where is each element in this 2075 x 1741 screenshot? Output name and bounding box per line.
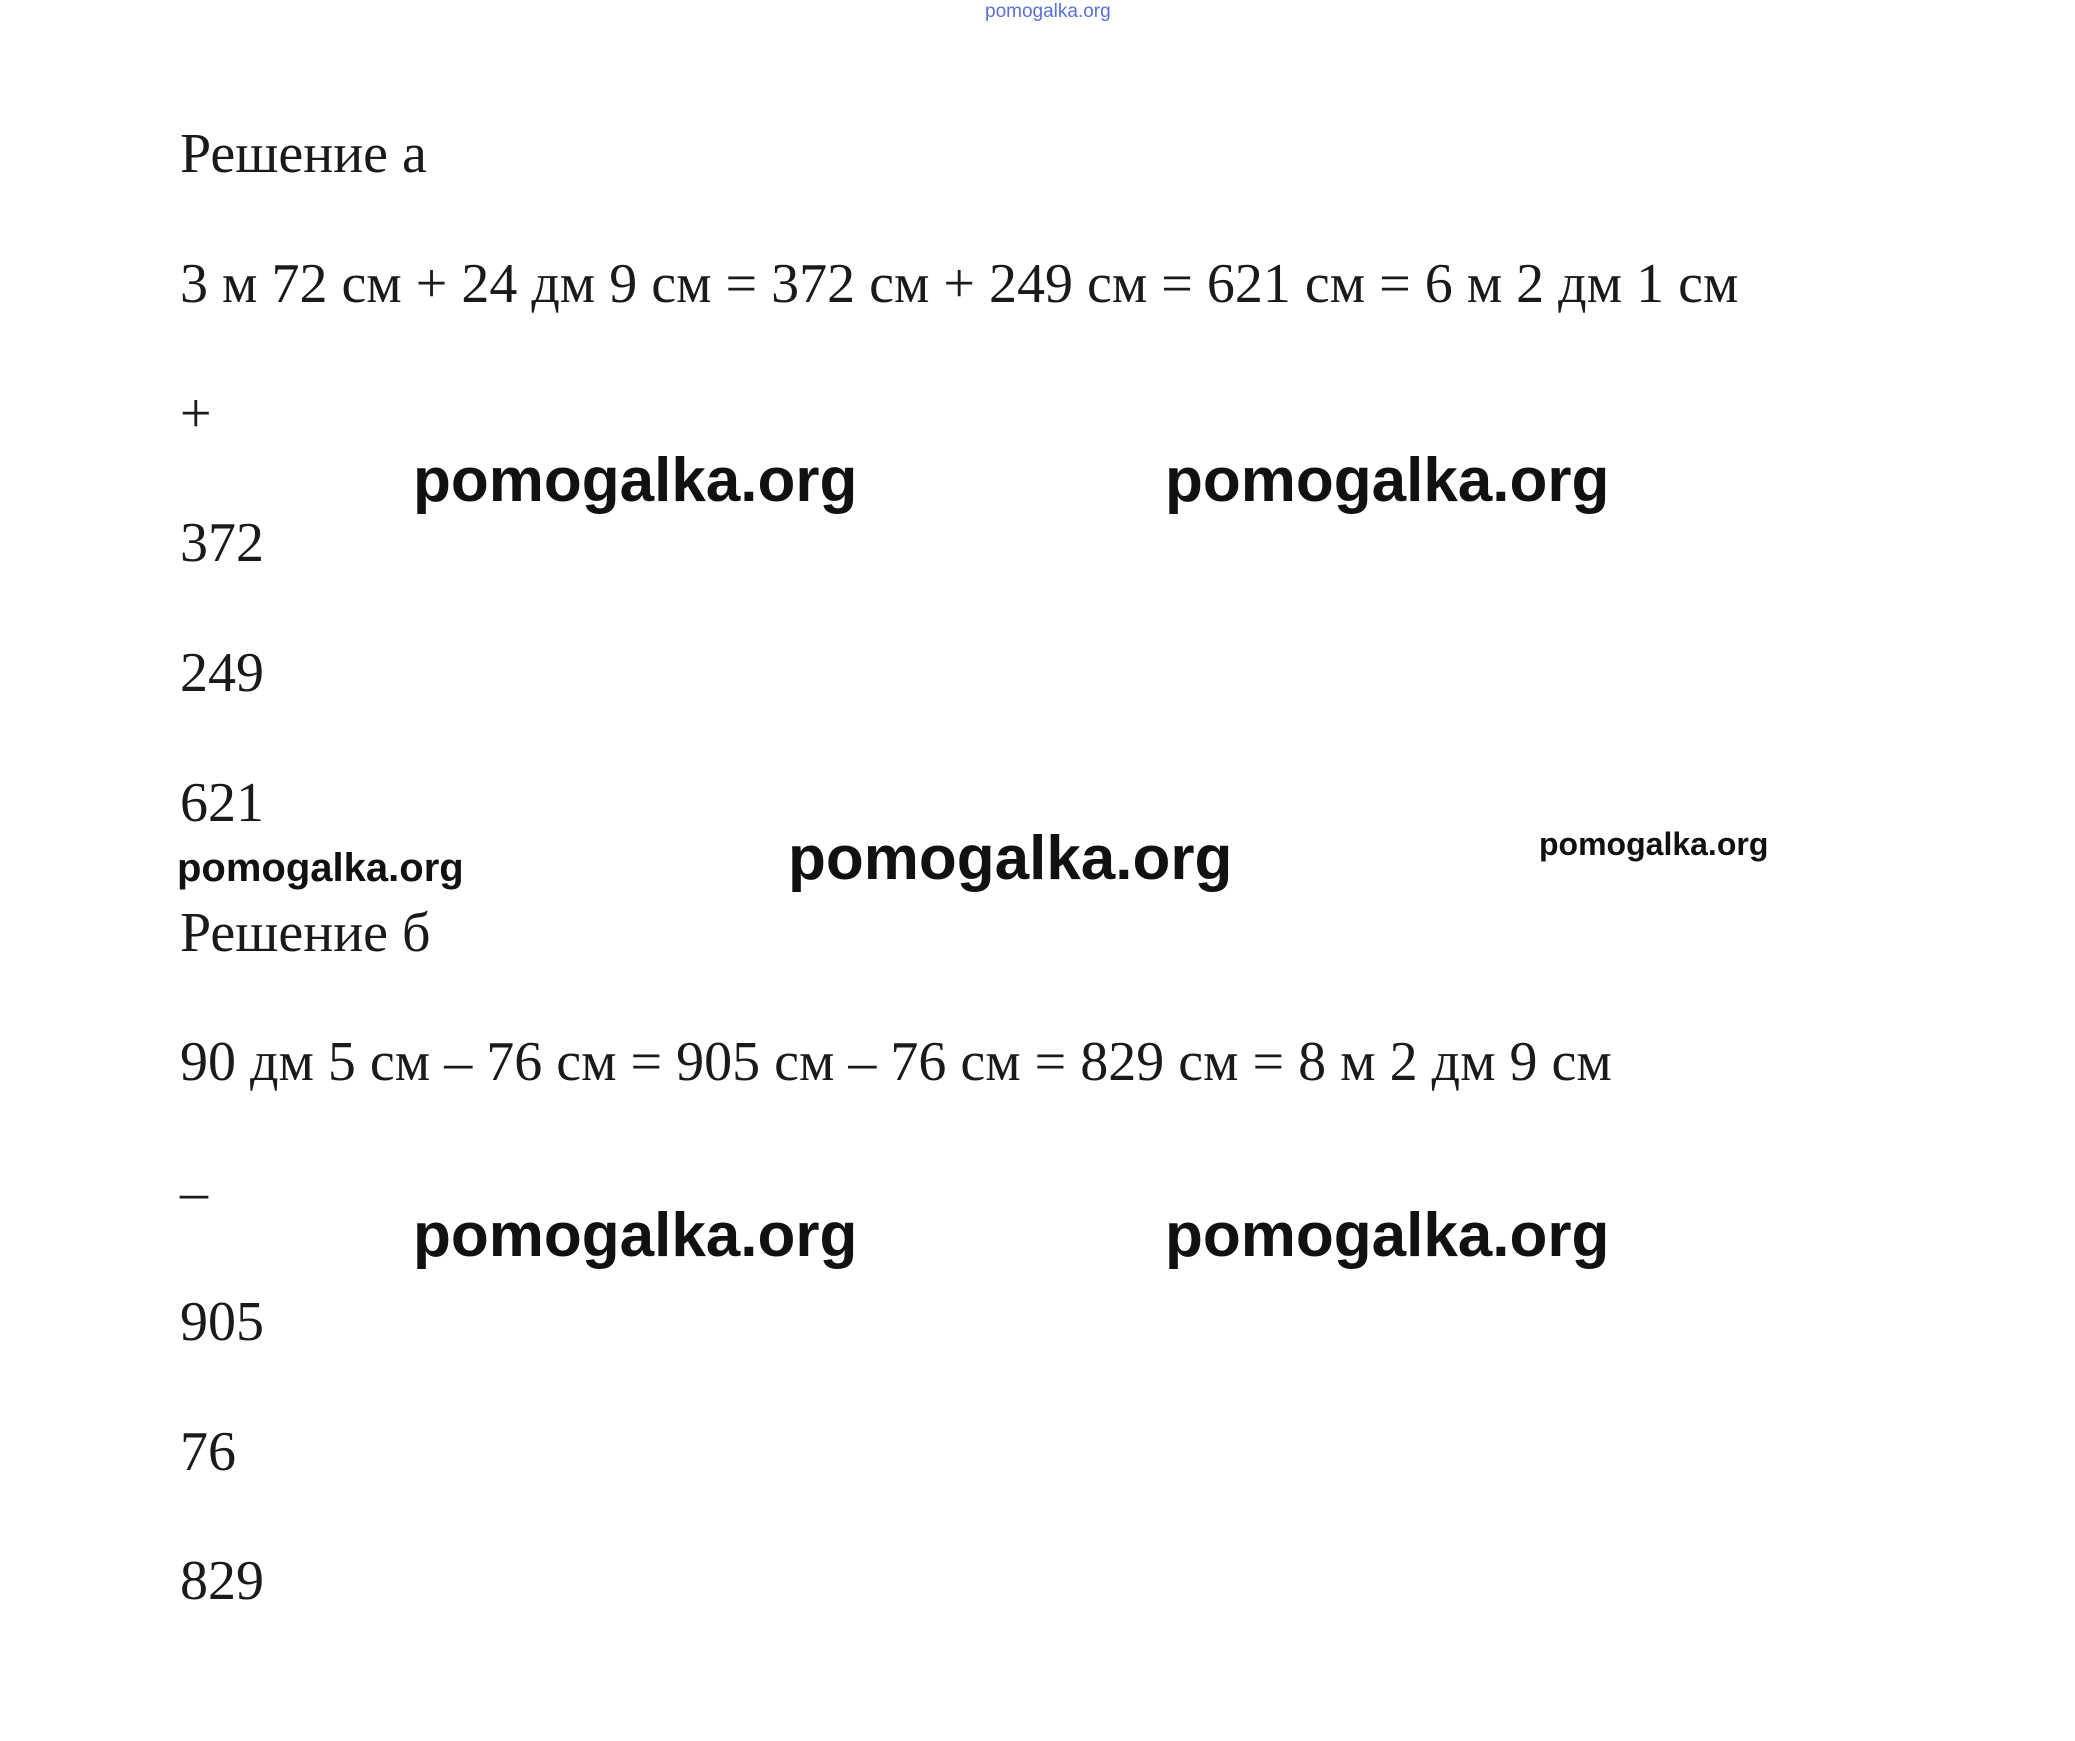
site-link[interactable]: pomogalka.org [985, 1, 1111, 22]
watermark: pomogalka.org [788, 824, 1233, 893]
watermark: pomogalka.org [177, 846, 464, 890]
solution-a-operand-1: 372 [180, 512, 264, 574]
solution-a-title: Решение а [180, 123, 427, 185]
solution-a-operator: + [180, 383, 212, 445]
watermark: pomogalka.org [1165, 1201, 1610, 1270]
watermark: pomogalka.org [1539, 826, 1769, 862]
watermark: pomogalka.org [1165, 446, 1610, 515]
watermark: pomogalka.org [413, 1201, 858, 1270]
solution-b-operand-2: 76 [180, 1421, 236, 1483]
solution-a-equation: 3 м 72 см + 24 дм 9 см = 372 см + 249 см = 621 см = 6 м 2 дм 1 см [180, 253, 1739, 315]
solution-b-operand-1: 905 [180, 1291, 264, 1353]
solution-b-equation: 90 дм 5 см – 76 см = 905 см – 76 см = 829 см = 8 м 2 дм 9 см [180, 1031, 1612, 1093]
watermark: pomogalka.org [413, 446, 858, 515]
solution-a-result: 621 [180, 772, 264, 834]
solution-b-result: 829 [180, 1550, 264, 1612]
solution-b-title: Решение б [180, 902, 431, 964]
solution-b-operator: – [180, 1161, 208, 1223]
solution-a-operand-2: 249 [180, 642, 264, 704]
